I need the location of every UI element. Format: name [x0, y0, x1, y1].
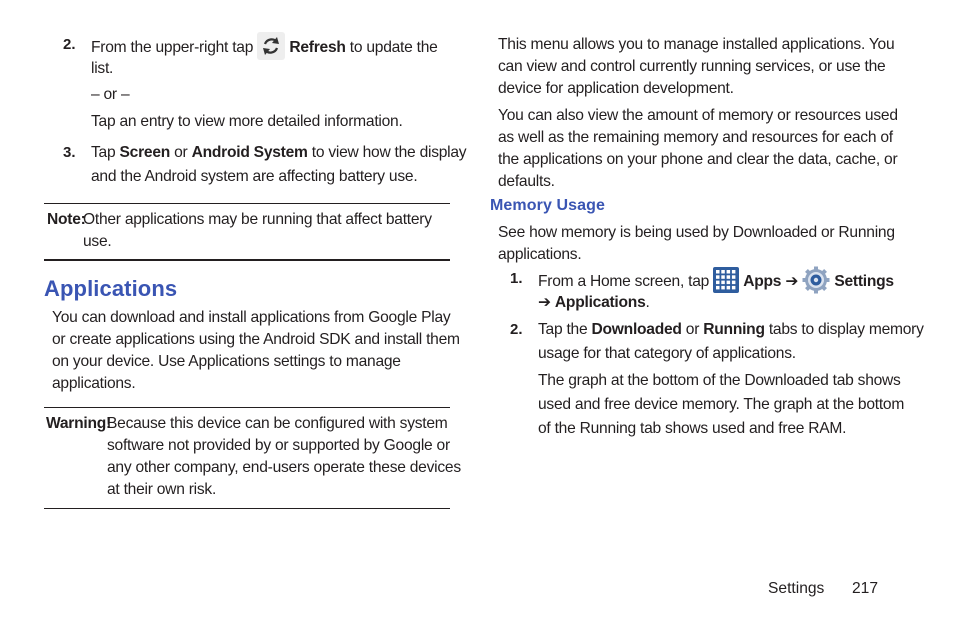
applications-label: Applications: [554, 294, 646, 311]
graph-para-line-1: The graph at the bottom of the Downloaded tab shows: [538, 372, 901, 389]
period: .: [645, 294, 650, 311]
note-line-2: use.: [83, 233, 112, 250]
step-3-line-1: [91, 142, 466, 164]
warning-bottom-rule: [44, 508, 450, 509]
warning-line-2: software not provided by or supported by Google or: [107, 437, 450, 454]
graph-para-line-3: of the Running tab shows used and free RAM.: [538, 420, 847, 437]
applications-line-2: or create applications using the Android SDK and install them: [52, 331, 460, 348]
apps-grid-icon: [713, 267, 739, 293]
mem-step-2-text-b: tabs to display memory: [768, 321, 924, 338]
warning-line-3: any other company, end-users operate these devices: [107, 459, 461, 476]
running-label: Running: [703, 321, 765, 338]
note-label: Note:: [47, 211, 86, 228]
refresh-icon: [257, 32, 285, 60]
footer-section: Settings: [768, 580, 825, 597]
memory-intro-line-1: See how memory is being used by Downloaded or Running: [498, 224, 895, 241]
screen-label: Screen: [119, 144, 171, 161]
settings-label: Settings: [834, 273, 894, 291]
refresh-label: Refresh: [289, 39, 346, 57]
graph-para-line-2: used and free device memory. The graph at the bottom: [538, 396, 905, 413]
mem-step-2-line-1: [538, 319, 924, 341]
intro-2-line-3: the applications on your phone and clear the data, cache, or: [498, 151, 898, 168]
step-3-number: 3.: [63, 144, 76, 161]
step-3-text-b: to view how the display: [311, 144, 467, 161]
downloaded-label: Downloaded: [591, 321, 682, 338]
step-3-line-2: and the Android system are affecting battery use.: [91, 168, 418, 185]
step-3-tap: Tap: [91, 144, 116, 161]
applications-line-1: You can download and install applications from Google Play: [52, 309, 451, 326]
mem-step-2-or: or: [685, 321, 700, 338]
mem-step-2-tap: Tap the: [538, 321, 588, 338]
mem-step-2-line-2: usage for that category of applications.: [538, 345, 796, 362]
step-2-text-b: to update the: [349, 39, 438, 57]
intro-1-line-3: device for application development.: [498, 80, 734, 97]
mem-step-2-number: 2.: [510, 321, 523, 338]
note-line-1: Other applications may be running that affect battery: [83, 211, 432, 228]
note-top-rule: [44, 203, 450, 204]
arrow-2: ➔: [538, 294, 551, 311]
applications-line-4: applications.: [52, 375, 136, 392]
step-2-number: 2.: [63, 36, 76, 53]
step-2-line-3: Tap an entry to view more detailed information.: [91, 113, 403, 130]
intro-2-line-1: You can also view the amount of memory or resources used: [498, 107, 898, 124]
mem-step-1-line-2: [538, 292, 650, 314]
warning-line-1: Because this device can be configured with system: [107, 415, 448, 432]
page-number: 217: [852, 580, 879, 597]
warning-label: Warning!: [46, 415, 111, 432]
warning-line-4: at their own risk.: [107, 481, 217, 498]
mem-step-1-text-a: From a Home screen, tap: [538, 273, 710, 291]
intro-2-line-2: as well as the remaining memory and resources for each of: [498, 129, 893, 146]
or-separator: – or –: [91, 86, 130, 103]
apps-label: Apps: [743, 273, 782, 291]
note-bottom-rule: [44, 259, 450, 261]
memory-intro-line-2: applications.: [498, 246, 582, 263]
step-2-line-2: list.: [91, 60, 114, 77]
android-system-label: Android System: [191, 144, 308, 161]
memory-usage-heading: Memory Usage: [490, 197, 606, 214]
applications-heading: Applications: [44, 276, 178, 301]
warning-top-rule: [44, 407, 450, 408]
mem-step-1-number: 1.: [510, 270, 523, 287]
step-3-or: or: [174, 144, 188, 161]
intro-1-line-1: This menu allows you to manage installed applications. You: [498, 36, 895, 53]
step-2-line-1: [91, 34, 438, 62]
arrow-1: ➔: [785, 273, 799, 291]
settings-gear-icon: [802, 266, 830, 294]
step-2-text-a: From the upper-right tap: [91, 39, 254, 57]
applications-line-3: on your device. Use Applications settings to manage: [52, 353, 401, 370]
intro-1-line-2: can view and control currently running services, or use the: [498, 58, 886, 75]
intro-2-line-4: defaults.: [498, 173, 555, 190]
